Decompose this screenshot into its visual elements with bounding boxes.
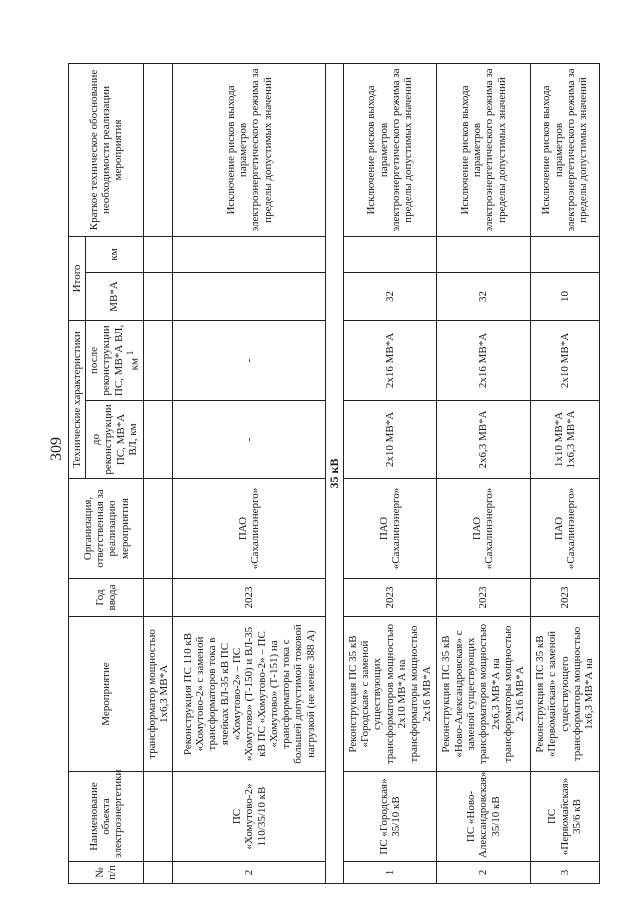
- header-object: Наименование объекта электроэнергетики: [69, 772, 144, 862]
- cell-year: 2023: [437, 579, 531, 617]
- table-row: [173, 63, 326, 883]
- header-tech: Технические характеристики: [69, 320, 86, 478]
- cell-num: 3: [530, 862, 599, 884]
- cell-km: [144, 236, 173, 272]
- page-number: 309: [48, 437, 65, 461]
- cell-num: 2: [173, 862, 326, 884]
- header-after: после реконструкции ПС, МВ*А ВЛ, км $^1$: [85, 320, 144, 400]
- cell-measure: Реконструкция ПС 110 кВ «Хомутово-2» с заменой трансформаторов тока в ячейках ВЛ-35 кВ ПС «Хомутово-2» – ПС «Хомутово» (Т-150) и ВЛ-35 кВ ПС «Хомутово-2» – ПС «Хомутово» (Т-151) на трансформаторы тока с большей допустимой токовой нагрузкой (не менее 388 А): [173, 617, 326, 772]
- measures-table: [68, 63, 600, 884]
- table-row: [144, 63, 173, 883]
- header-justification: Краткое техническое обоснование необходимости реализации мероприятия: [69, 63, 144, 236]
- cell-object: ПС «Первомайская» 35/6 кВ: [530, 772, 599, 862]
- section-label: 35 кВ: [326, 63, 343, 883]
- rotated-table-wrapper: [68, 64, 600, 884]
- header-num: № п/п: [69, 862, 144, 884]
- table-row: [343, 63, 437, 883]
- cell-km: [343, 236, 437, 272]
- cell-after: [144, 320, 173, 400]
- header-before: до реконструкции ПС, МВ*А ВЛ, км: [85, 401, 144, 479]
- table-row: [530, 63, 599, 883]
- cell-org: ПАО «Сахалинэнерго»: [437, 479, 531, 579]
- cell-object: ПС «Хомутово-2» 110/35/10 кВ: [173, 772, 326, 862]
- cell-before: 1х10 МВ*А 1х6,3 МВ*А: [530, 401, 599, 479]
- cell-justification: Исключение рисков выхода параметров электроэнергетического режима за пределы допустимых значений: [530, 63, 599, 236]
- cell-object: ПС «Городская» 35/10 кВ: [343, 772, 437, 862]
- cell-before: 2х10 МВ*А: [343, 401, 437, 479]
- cell-before: -: [173, 401, 326, 479]
- cell-year: 2023: [530, 579, 599, 617]
- cell-justification: Исключение рисков выхода параметров электроэнергетического режима за пределы допустимых значений: [343, 63, 437, 236]
- header-after-sup: 1: [125, 350, 136, 356]
- cell-org: ПАО «Сахалинэнерго»: [173, 479, 326, 579]
- cell-mva: 32: [343, 272, 437, 320]
- cell-mva: [173, 272, 326, 320]
- cell-org: ПАО «Сахалинэнерго»: [343, 479, 437, 579]
- header-total: Итого: [69, 236, 86, 320]
- section-row: [326, 63, 343, 883]
- cell-mva: 32: [437, 272, 531, 320]
- header-km: км: [85, 236, 144, 272]
- cell-num: 1: [343, 862, 437, 884]
- cell-km: [437, 236, 531, 272]
- header-org: Организация, ответственная за реализацию мероприятия: [69, 479, 144, 579]
- cell-before: [144, 401, 173, 479]
- cell-org: [144, 479, 173, 579]
- cell-measure: Реконструкция ПС 35 кВ «Первомайская» с заменой существующего трансформатора мощностью 1х6,3 МВ*А на: [530, 617, 599, 772]
- cell-after: -: [173, 320, 326, 400]
- cell-after: 2х16 МВ*А: [437, 320, 531, 400]
- cell-measure: трансформатор мощностью 1х6,3 МВ*А: [144, 617, 173, 772]
- header-mva: МВ*А: [85, 272, 144, 320]
- cell-after: 2х16 МВ*А: [343, 320, 437, 400]
- cell-year: [144, 579, 173, 617]
- cell-year: 2023: [173, 579, 326, 617]
- header-year: Год ввода: [69, 579, 144, 617]
- cell-measure: Реконструкция ПС 35 кВ «Ново-Александровская» с заменой существующих трансформаторов мощностью 2х6,3 МВ*А на трансформаторы мощностью 2х16 МВ*А: [437, 617, 531, 772]
- table-row: [437, 63, 531, 883]
- cell-object: ПС «Ново-Александровская» 35/10 кВ: [437, 772, 531, 862]
- header-measure: Мероприятие: [69, 617, 144, 772]
- cell-num: 2: [437, 862, 531, 884]
- cell-justification: Исключение рисков выхода параметров электроэнергетического режима за пределы допустимых значений: [437, 63, 531, 236]
- cell-mva: 10: [530, 272, 599, 320]
- cell-object: [144, 772, 173, 862]
- cell-mva: [144, 272, 173, 320]
- cell-km: [173, 236, 326, 272]
- cell-after: 2х10 МВ*А: [530, 320, 599, 400]
- cell-before: 2х6,3 МВ*А: [437, 401, 531, 479]
- cell-year: 2023: [343, 579, 437, 617]
- cell-num: [144, 862, 173, 884]
- cell-org: ПАО «Сахалинэнерго»: [530, 479, 599, 579]
- cell-measure: Реконструкция ПС 35 кВ «Городская» с заменой существующих трансформаторов мощностью 2х10 МВ*А на трансформаторы мощностью 2х16 МВ*А: [343, 617, 437, 772]
- cell-justification: [144, 63, 173, 236]
- cell-justification: Исключение рисков выхода параметров электроэнергетического режима за пределы допустимых значений: [173, 63, 326, 236]
- cell-km: [530, 236, 599, 272]
